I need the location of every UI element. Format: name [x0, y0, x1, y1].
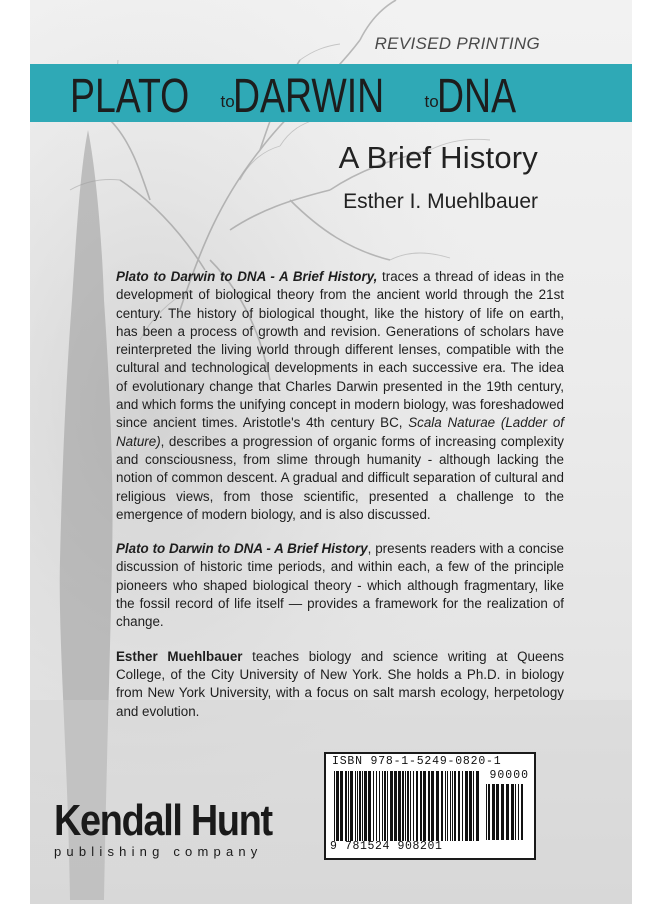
barcode-bar [492, 784, 495, 840]
p1-text-part2: , describes a progression of organic forms of increasing complexity and consciousness, from slime through humanity - although lacking the notion of common descent. A gradual and difficult separation of cultural and religious views, from those scientific, presented a challenge to the emergence of modern biology, and is also discussed. [116, 433, 564, 522]
barcode-bar [416, 771, 418, 841]
title-to-2: to [424, 92, 439, 111]
barcode-bar [445, 771, 446, 841]
p1-scala-naturae: Scala Naturae (Ladder of Nature) [116, 415, 564, 449]
barcode-bar [458, 771, 460, 841]
title-darwin: DARWIN [232, 70, 384, 123]
barcode-bar [345, 771, 347, 841]
barcode-bar [379, 771, 380, 841]
publisher-logo [54, 798, 294, 859]
barcode-bar [521, 784, 523, 840]
barcode-bar [407, 771, 409, 841]
barcode-bar [486, 784, 487, 840]
title-dna: DNA [436, 70, 516, 123]
description-paragraph-2 [116, 540, 564, 631]
barcode-bar [402, 771, 404, 841]
author-name: Esther I. Muehlbauer [343, 190, 538, 213]
barcode-bar [340, 771, 343, 841]
barcode-bar [476, 771, 479, 841]
barcode-bar [465, 771, 468, 841]
addon-bars [486, 784, 526, 840]
barcode-bar [515, 784, 516, 840]
barcode-bar [447, 771, 448, 841]
ean-digits: 9 781524 908201 [330, 840, 443, 853]
barcode-bar [420, 771, 422, 841]
barcode-bar [350, 771, 353, 841]
isbn-number: ISBN 978-1-5249-0820-1 [332, 755, 502, 768]
barcode-bar [359, 771, 361, 841]
book-title [70, 64, 538, 122]
barcode-bar [368, 771, 371, 841]
author-bio [116, 648, 564, 721]
barcode-bar [462, 771, 463, 841]
barcode-bar [518, 784, 519, 840]
barcode-bar [452, 771, 453, 841]
p1-book-title: Plato to Darwin to DNA - A Brief History, [116, 269, 378, 284]
p2-book-title: Plato to Darwin to DNA - A Brief History [116, 541, 368, 557]
barcode-bar [436, 771, 439, 841]
revised-printing-label: REVISED PRINTING [374, 34, 540, 53]
price-code: 90000 [489, 769, 529, 782]
publisher-name: Kendall Hunt [54, 796, 272, 845]
barcode-bar [348, 771, 349, 841]
bio-text: teaches biology and science writing at Queens College, of the City University of New York. She holds a Ph.D. in biology from New York University, with a focus on salt marsh ecology, herpetology and evolution. [116, 648, 564, 719]
barcode-bar [454, 771, 456, 841]
isbn-barcode [324, 752, 536, 860]
ean-bars [334, 771, 480, 841]
barcode-bar [441, 771, 443, 841]
barcode-bar [428, 771, 430, 841]
barcode-bar [336, 771, 339, 841]
bio-author-name: Esther Muehlbauer [116, 648, 243, 664]
description [116, 268, 564, 737]
p2-text: , presents readers with a concise discussion of historic time periods, and within each, a few of the principle pioneers who shaped biological theory - which although fragmentary, like the fossil record of life itself — provides a framework for the realization of change. [116, 541, 564, 630]
barcode-bar [364, 771, 367, 841]
p1-text-part1: traces a thread of ideas in the development of biological theory from the ancient world through the 21st century. The history of biological thought, like the history of life on earth, has been a process of growth and revision. Generations of scholars have reinterpreted the living world through different lenses, compatible with the cultural and technological developments in each successive era. The idea of evolutionary change that Charles Darwin presented in the 19th century, and which forms the unifying concept in modern biology, was foreshadowed since ancient times. Aristotle's 4th century BC, [116, 269, 565, 431]
barcode-bar [373, 771, 374, 841]
barcode-bar [511, 784, 514, 840]
barcode-bar [423, 771, 426, 841]
barcode-bar [413, 771, 414, 841]
back-cover [30, 0, 632, 904]
description-paragraph-1 [116, 268, 564, 524]
barcode-bar [431, 771, 434, 841]
title-plato: PLATO [69, 70, 189, 123]
barcode-bar [488, 784, 490, 840]
barcode-bar [405, 771, 406, 841]
barcode-bar [355, 771, 356, 841]
title-band [30, 64, 632, 122]
barcode-bar [376, 771, 377, 841]
barcode-bar [384, 771, 386, 841]
barcode-bar [473, 771, 474, 841]
barcode-bar [410, 771, 411, 841]
barcode-bar [469, 771, 472, 841]
subtitle: A Brief History [338, 140, 538, 175]
barcode-bar [506, 784, 509, 840]
barcode-bar [398, 771, 401, 841]
barcode-bar [450, 771, 451, 841]
title-to-1: to [220, 92, 235, 111]
barcode-bar [387, 771, 388, 841]
barcode-bar [496, 784, 499, 840]
barcode-bar [390, 771, 393, 841]
barcode-bar [334, 771, 335, 841]
publisher-tagline: publishing company [54, 844, 263, 859]
barcode-bar [357, 771, 358, 841]
barcode-bar [394, 771, 397, 841]
barcode-bar [382, 771, 383, 841]
barcode-bar [362, 771, 363, 841]
barcode-bar [501, 784, 504, 840]
